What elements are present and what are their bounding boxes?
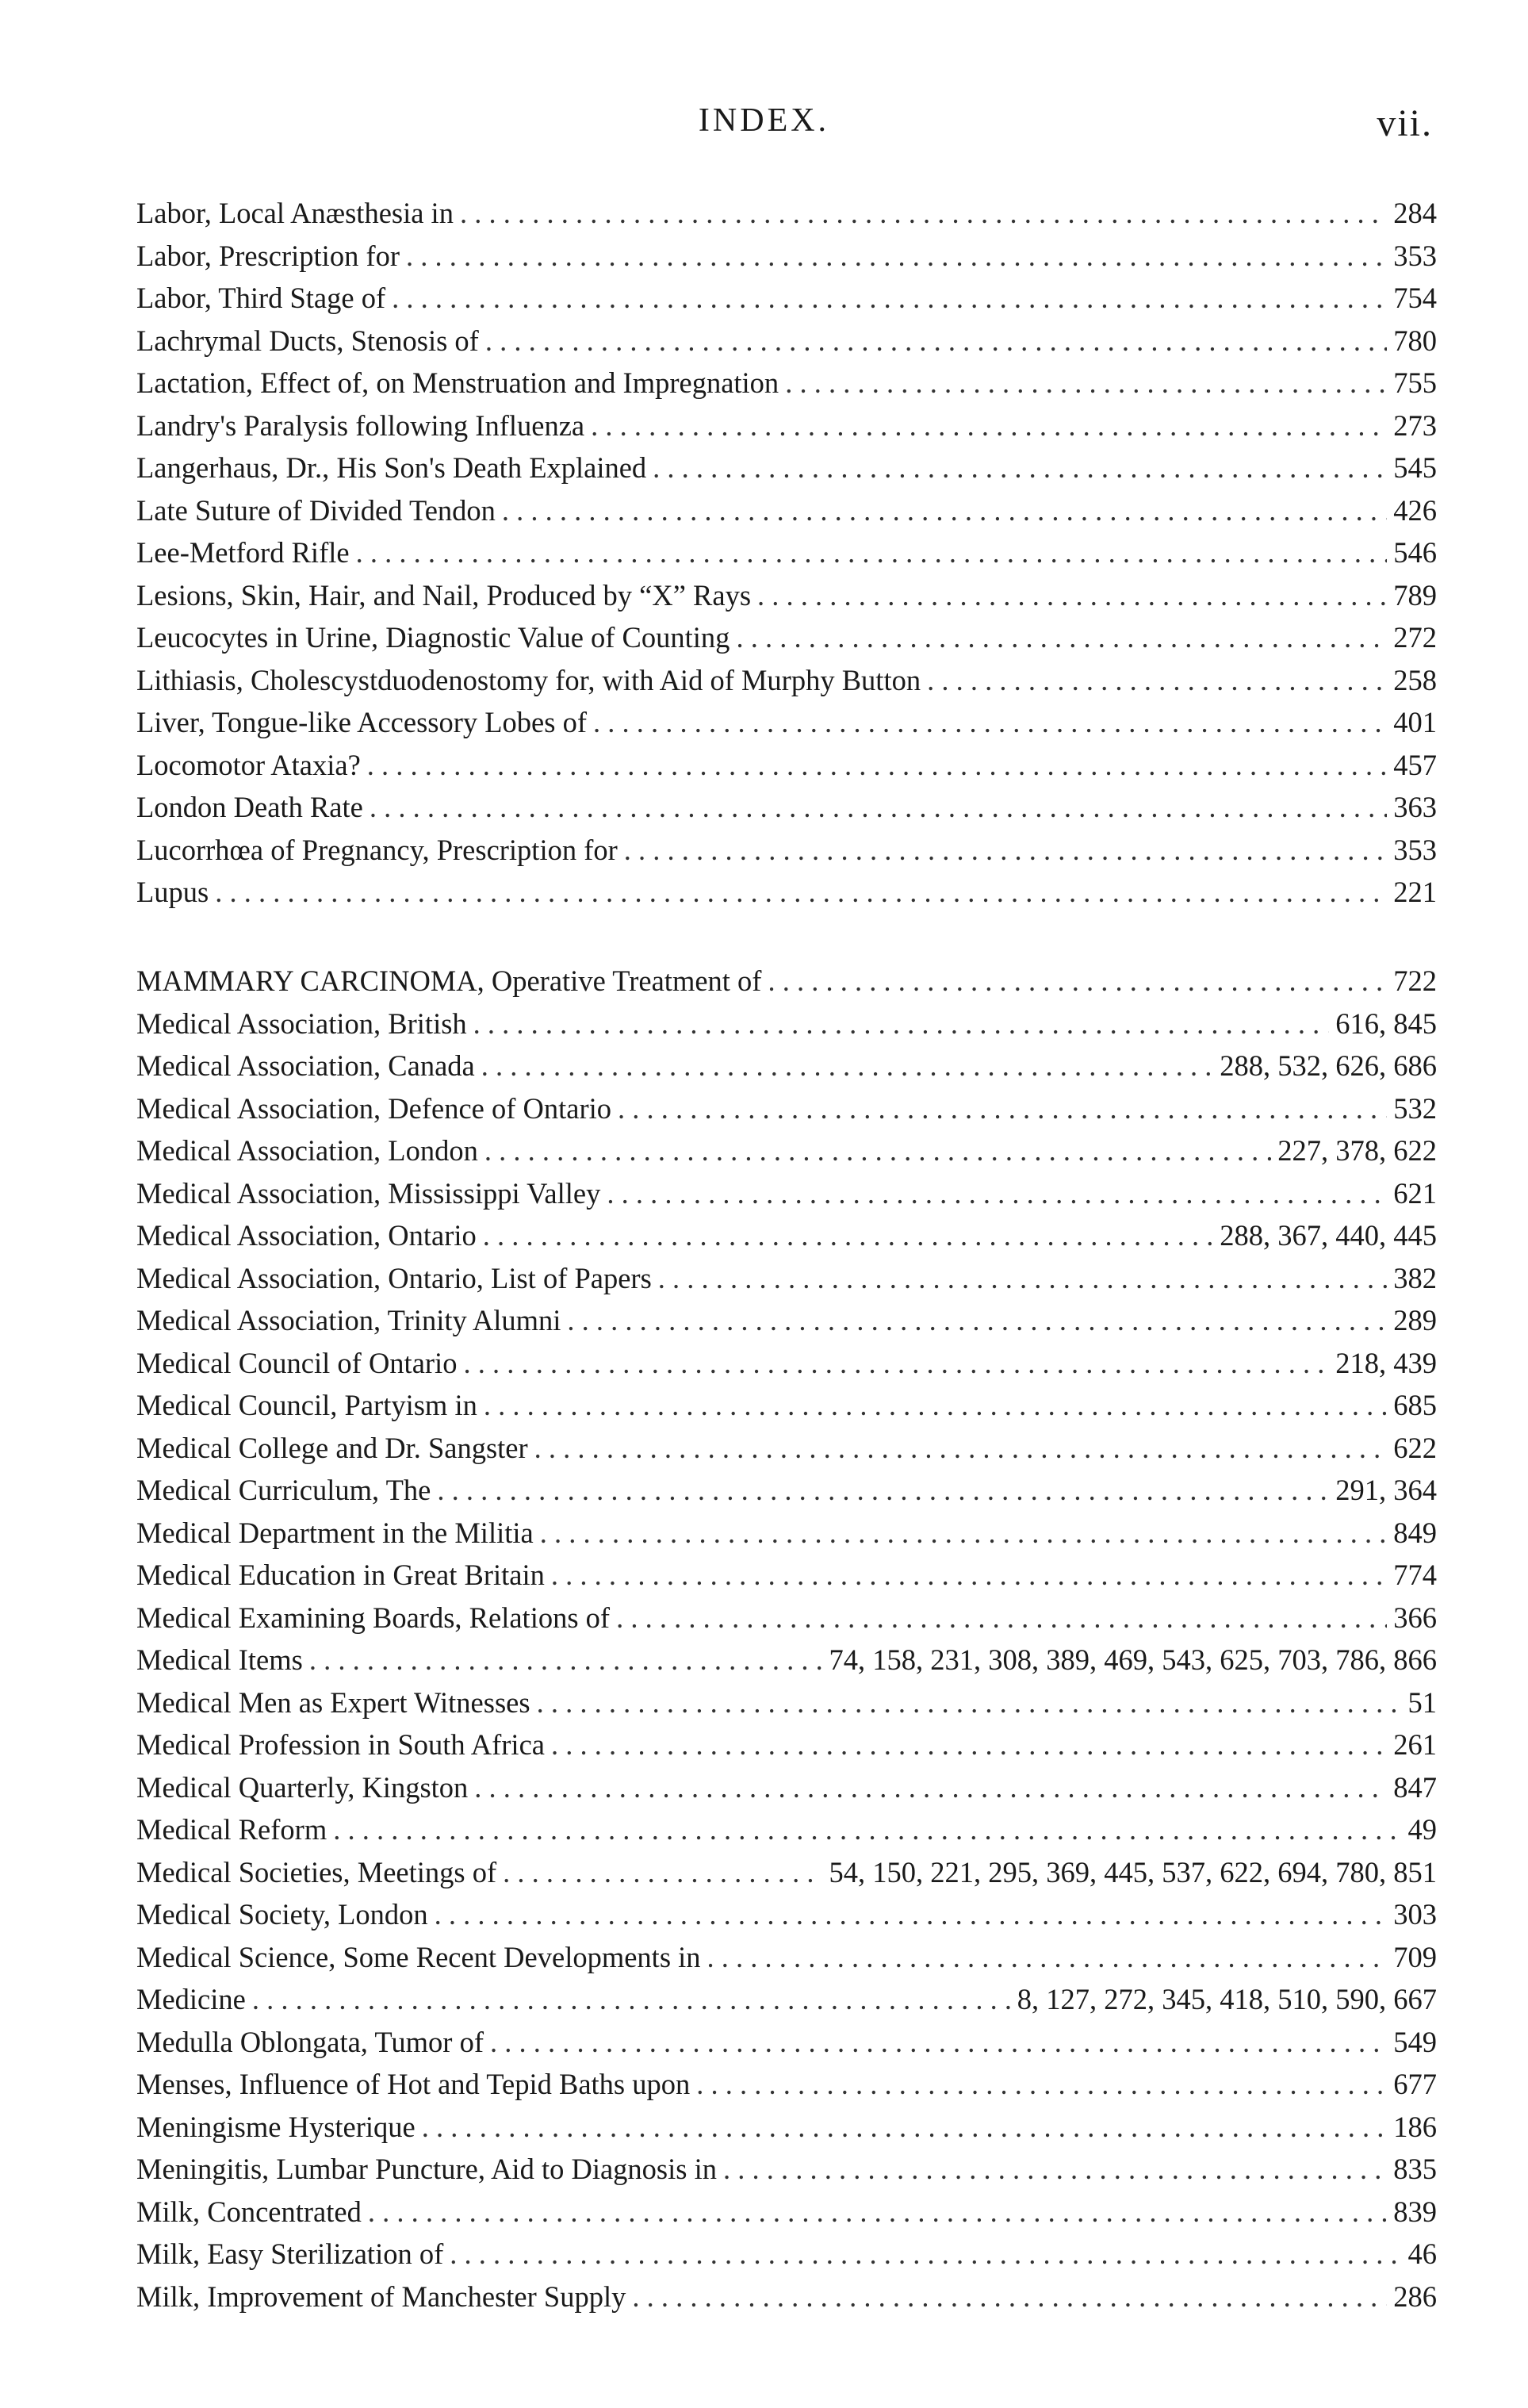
page-references: 835 [1393, 2153, 1437, 2185]
index-term: Medical Quarterly, Kingston [136, 1770, 469, 1804]
index-term: Medical Profession in South Africa [136, 1728, 545, 1761]
page-references: 74, 158, 231, 308, 389, 469, 543, 625, 703, 786, 866 [829, 1643, 1437, 1676]
index-entry [136, 1597, 1437, 1639]
index-entry [136, 531, 1437, 574]
index-term: Medical Men as Expert Witnesses [136, 1685, 530, 1719]
index-term: Medical Association, Canada [136, 1049, 475, 1082]
index-term: Labor, Prescription for [136, 239, 400, 272]
page-references: 288, 532, 626, 686 [1220, 1049, 1437, 1082]
page-references: 288, 367, 440, 445 [1220, 1219, 1437, 1252]
page-references: 284 [1393, 197, 1437, 229]
index-entry [136, 871, 1437, 914]
dot-leader [696, 2063, 1387, 2106]
index-entry [136, 701, 1437, 744]
page-references: 8, 127, 272, 345, 418, 510, 590, 667 [1017, 1983, 1437, 2015]
page-references: 789 [1393, 578, 1437, 612]
index-term: Medical Association, British [136, 1007, 467, 1040]
page-references: 457 [1393, 748, 1437, 781]
index-entry [136, 192, 1437, 235]
index-entry [136, 1045, 1437, 1087]
dot-leader [503, 1851, 822, 1894]
dot-leader [757, 574, 1387, 617]
index-entry [136, 277, 1437, 320]
index-entry [136, 1766, 1437, 1809]
page-references: 353 [1393, 833, 1437, 866]
index-entry [136, 1342, 1437, 1385]
index-entry [136, 489, 1437, 532]
dot-leader [658, 1257, 1387, 1300]
page-references: 258 [1393, 663, 1437, 696]
page-references: 273 [1393, 408, 1437, 442]
index-term: Medical Association, London [136, 1134, 478, 1167]
page-references: 754 [1393, 282, 1437, 314]
index-term: Medical Examining Boards, Relations of [136, 1601, 611, 1634]
index-term: Locomotor Ataxia? [136, 748, 361, 781]
dot-leader [723, 2148, 1387, 2191]
index-term: Medical Association, Ontario [136, 1219, 477, 1252]
index-entry [136, 1851, 1437, 1894]
dot-leader [422, 2106, 1387, 2149]
page-references: 401 [1393, 706, 1437, 738]
dot-leader [481, 1045, 1214, 1087]
page-references: 774 [1393, 1559, 1437, 1591]
dot-leader [632, 2276, 1387, 2318]
dot-leader [463, 1342, 1329, 1385]
index-entry [136, 235, 1437, 278]
index-entry [136, 786, 1437, 829]
running-title: INDEX. [698, 102, 830, 139]
index-term: Lupus [136, 876, 209, 908]
page-header [0, 102, 1528, 165]
index-entry [136, 2021, 1437, 2064]
index-entry [136, 1978, 1437, 2021]
index-entry [136, 1936, 1437, 1979]
index-term: Medical Science, Some Recent Developments in [136, 1940, 701, 1973]
dot-leader [484, 1384, 1387, 1427]
index-entry [136, 320, 1437, 362]
index-entry [136, 2148, 1437, 2191]
dot-leader [215, 871, 1387, 914]
index-entry [136, 1427, 1437, 1470]
page-references: 46 [1407, 2237, 1437, 2270]
dot-leader [534, 1427, 1388, 1470]
dot-leader [484, 1129, 1271, 1172]
page-references: 545 [1393, 451, 1437, 484]
dot-leader [483, 1214, 1213, 1257]
index-entry [136, 829, 1437, 872]
index-term: Medical Department in the Militia [136, 1516, 534, 1549]
page-references: 289 [1393, 1304, 1437, 1336]
dot-leader [333, 1808, 1401, 1851]
index-term: Menses, Influence of Hot and Tepid Baths upon [136, 2068, 691, 2100]
index-term: Medulla Oblongata, Tumor of [136, 2025, 484, 2058]
page-references: 221 [1393, 876, 1437, 908]
index-term: Lithiasis, Cholescystduodenostomy for, with Aid of Murphy Button [136, 663, 921, 696]
page-references: 685 [1393, 1389, 1437, 1421]
index-entry [136, 2106, 1437, 2149]
page-references: 621 [1393, 1176, 1437, 1210]
index-term: Medicine [136, 1983, 246, 2015]
dot-leader [927, 659, 1387, 702]
page-references: 272 [1393, 621, 1437, 654]
dot-leader [370, 786, 1387, 829]
dot-leader [540, 1512, 1388, 1555]
dot-leader [437, 1469, 1329, 1512]
dot-leader [252, 1978, 1011, 2021]
index-term: Medical Council, Partyism in [136, 1389, 477, 1421]
page-references: 546 [1393, 536, 1437, 569]
index-entry [136, 1172, 1437, 1215]
dot-leader [435, 1893, 1388, 1936]
index-term: Leucocytes in Urine, Diagnostic Value of Counting [136, 621, 730, 654]
page-references: 186 [1393, 2110, 1437, 2143]
page-references: 291, 364 [1335, 1474, 1437, 1506]
page-references: 677 [1393, 2068, 1437, 2100]
dot-leader [768, 960, 1387, 1003]
index-term: Lesions, Skin, Hair, and Nail, Produced by “X” Rays [136, 578, 752, 612]
dot-leader [607, 1172, 1387, 1215]
index-entry [136, 1384, 1437, 1427]
dot-leader [567, 1299, 1387, 1342]
index-term: Lee-Metford Rifle [136, 536, 350, 569]
page-references: 532 [1393, 1091, 1437, 1125]
dot-leader [616, 1597, 1387, 1639]
dot-leader [624, 829, 1387, 872]
index-term: Langerhaus, Dr., His Son's Death Explained [136, 451, 647, 484]
page-references: 382 [1393, 1261, 1437, 1294]
index-term: MAMMARY CARCINOMA, Operative Treatment of [136, 964, 762, 997]
dot-leader [450, 2233, 1401, 2276]
page-references: 363 [1393, 791, 1437, 823]
index-term: Lachrymal Ducts, Stenosis of [136, 324, 479, 357]
index-term: Labor, Third Stage of [136, 282, 386, 314]
index-term: Milk, Easy Sterilization of [136, 2237, 444, 2270]
dot-leader [406, 235, 1387, 278]
page-references: 847 [1393, 1770, 1437, 1804]
index-entry [136, 1469, 1437, 1512]
dot-leader [591, 405, 1387, 447]
index-entry [136, 2233, 1437, 2276]
page-references: 218, 439 [1335, 1346, 1437, 1379]
page-references: 286 [1393, 2280, 1437, 2313]
index-term: Milk, Improvement of Manchester Supply [136, 2280, 626, 2313]
page-references: 227, 378, 622 [1277, 1134, 1437, 1167]
index-term: Medical Education in Great Britain [136, 1559, 545, 1591]
index-term: Medical Association, Mississippi Valley [136, 1176, 601, 1210]
page-number: vii. [1377, 102, 1433, 144]
index-entry [136, 1639, 1437, 1681]
page-references: 755 [1393, 366, 1437, 399]
index-entry [136, 1003, 1437, 1045]
index-term: Medical Association, Trinity Alumni [136, 1304, 561, 1336]
index-entry [136, 1512, 1437, 1555]
index-term: Late Suture of Divided Tendon [136, 493, 496, 527]
index-entry [136, 2276, 1437, 2318]
page-references: 839 [1393, 2195, 1437, 2228]
dot-leader [309, 1639, 823, 1681]
index-term: Meningisme Hysterique [136, 2110, 416, 2143]
index-entry [136, 1087, 1437, 1130]
index-entry [136, 2191, 1437, 2234]
index-term: Milk, Concentrated [136, 2195, 362, 2228]
index-entry [136, 1808, 1437, 1851]
index-entry [136, 574, 1437, 617]
page-references: 303 [1393, 1898, 1437, 1931]
dot-leader [356, 531, 1388, 574]
index-entry [136, 1554, 1437, 1597]
dot-leader [485, 320, 1387, 362]
index-entry [136, 744, 1437, 787]
index-term: Meningitis, Lumbar Puncture, Aid to Diagnosis in [136, 2153, 717, 2185]
index-term: Medical Council of Ontario [136, 1346, 458, 1379]
index-section-m [136, 960, 1437, 2318]
index-term: Medical Societies, Meetings of [136, 1855, 497, 1888]
dot-leader [618, 1087, 1387, 1130]
index-entry [136, 1681, 1437, 1724]
page-references: 261 [1393, 1728, 1437, 1761]
page-references: 849 [1393, 1516, 1437, 1549]
index-term: Labor, Local Anæsthesia in [136, 197, 454, 229]
dot-leader [490, 2021, 1387, 2064]
dot-leader [551, 1554, 1387, 1597]
dot-leader [460, 192, 1387, 235]
index-entry [136, 1893, 1437, 1936]
dot-leader [653, 447, 1387, 489]
dot-leader [474, 1766, 1387, 1809]
page-references: 780 [1393, 324, 1437, 357]
dot-leader [473, 1003, 1330, 1045]
index-term: Medical Reform [136, 1813, 327, 1846]
page-references: 616, 845 [1335, 1007, 1437, 1040]
page-references: 426 [1393, 493, 1437, 527]
index-term: Medical Society, London [136, 1898, 428, 1931]
page-references: 622 [1393, 1431, 1437, 1464]
dot-leader [551, 1724, 1387, 1766]
index-entry [136, 1214, 1437, 1257]
index-entry [136, 1257, 1437, 1300]
dot-leader [785, 362, 1387, 405]
page-references: 722 [1393, 964, 1437, 997]
index-term: Medical Association, Ontario, List of Papers [136, 1261, 652, 1294]
dot-leader [367, 744, 1387, 787]
index-entry [136, 362, 1437, 405]
index-section-l [136, 192, 1437, 914]
index-entry [136, 1724, 1437, 1766]
index-term: Lucorrhœa of Pregnancy, Prescription for [136, 833, 618, 866]
page-references: 353 [1393, 239, 1437, 272]
index-term: Medical Items [136, 1643, 303, 1676]
dot-leader [537, 1681, 1402, 1724]
page-references: 49 [1407, 1813, 1437, 1846]
index-entry [136, 447, 1437, 489]
index-term: Landry's Paralysis following Influenza [136, 408, 585, 442]
index-term: Lactation, Effect of, on Menstruation and Impregnation [136, 366, 779, 399]
dot-leader [392, 277, 1387, 320]
index-entry [136, 616, 1437, 659]
index-entry [136, 1129, 1437, 1172]
index-term: Medical College and Dr. Sangster [136, 1431, 528, 1464]
dot-leader [368, 2191, 1387, 2234]
dot-leader [593, 701, 1387, 744]
index-entry [136, 659, 1437, 702]
dot-leader [736, 616, 1387, 659]
index-entry [136, 1299, 1437, 1342]
dot-leader [502, 489, 1387, 532]
index-term: London Death Rate [136, 791, 363, 823]
index-entry [136, 405, 1437, 447]
page-references: 54, 150, 221, 295, 369, 445, 537, 622, 694, 780, 851 [829, 1855, 1437, 1888]
page-references: 366 [1393, 1601, 1437, 1634]
index-term: Liver, Tongue-like Accessory Lobes of [136, 706, 587, 738]
page-references: 549 [1393, 2025, 1437, 2058]
index-term: Medical Curriculum, The [136, 1474, 431, 1506]
page-references: 51 [1407, 1685, 1437, 1719]
index-term: Medical Association, Defence of Ontario [136, 1091, 612, 1125]
index-entry [136, 2063, 1437, 2106]
dot-leader [707, 1936, 1388, 1979]
page-references: 709 [1393, 1940, 1437, 1973]
index-entry [136, 960, 1437, 1003]
